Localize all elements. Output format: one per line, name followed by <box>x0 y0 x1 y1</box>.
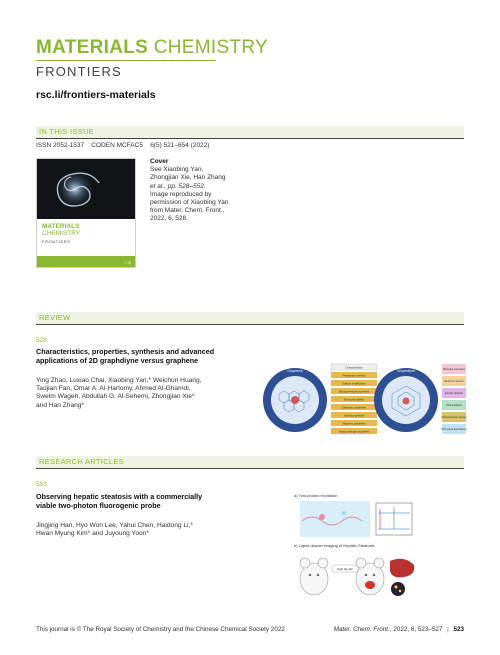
svg-text:Characteristics: Characteristics <box>345 366 363 370</box>
cover-image[interactable] <box>36 158 136 268</box>
journal-abbrev: Mater. Chem. Front., <box>333 626 392 633</box>
svg-text:Structural stability: Structural stability <box>343 398 365 402</box>
issn-text: ISSN 2052-1537 <box>36 142 85 149</box>
citation-text <box>334 626 464 633</box>
page-number: 523 <box>453 626 464 633</box>
cover-line: Image reproduced by <box>150 190 212 198</box>
research-title[interactable]: Observing hepatic steatosis with a commercially viable two-photon fluorogenic probe <box>36 492 203 510</box>
cover-line: et al., pp. 528–552. <box>150 182 206 190</box>
citation-year-volume: 2022, 6, 523–527 <box>393 626 443 633</box>
cover-line: See Xiaobing Yan, <box>150 166 204 174</box>
svg-text:High fat diet: High fat diet <box>336 567 354 571</box>
section-label: REVIEW <box>39 313 71 322</box>
svg-text:Electronic properties: Electronic properties <box>342 406 366 410</box>
band-divider <box>36 138 464 139</box>
masthead-light-word: CHEMISTRY <box>153 37 268 58</box>
svg-text:Optical properties: Optical properties <box>343 414 365 418</box>
band-divider <box>36 468 464 469</box>
issue-identifiers <box>36 142 209 149</box>
journal-masthead <box>36 38 268 79</box>
coden-text: CODEN MCFAC5 <box>91 142 143 149</box>
cover-line: permission of Xiaobing Yan <box>150 199 229 207</box>
review-authors: Ying Zhao, Luxiao Chai, Xiaobing Yan,* Weichun Huang, Taojian Fan, Omar A. Al-Hartomy, Ahmed Al-Ghamdi, Swelm Wageh, Abdullah G. Al-Sehemi, Zhongjian Xie* and Han Zhang* <box>36 377 202 409</box>
review-graphical-abstract[interactable] <box>262 358 467 442</box>
svg-text:Electronic devices: Electronic devices <box>444 380 464 383</box>
cover-line: Zhongjian Xie, Han Zhang <box>150 174 226 182</box>
svg-text:Preparation method: Preparation method <box>342 374 366 378</box>
masthead-rule <box>36 60 216 61</box>
research-page-number: 553 <box>36 481 47 488</box>
svg-text:Electrochemical properties: Electrochemical properties <box>338 390 370 394</box>
masthead-bold-word: MATERIALS <box>36 37 149 58</box>
cover-heading: Cover <box>150 158 169 165</box>
svg-text:Surface modification: Surface modification <box>342 382 366 386</box>
svg-text:a) Two-photon excitation: a) Two-photon excitation <box>294 493 338 498</box>
cover-photo <box>37 159 135 219</box>
cover-green-bar <box>37 256 135 267</box>
svg-text:Magnetic properties: Magnetic properties <box>342 422 366 426</box>
section-label: IN THIS ISSUE <box>39 127 95 136</box>
copyright-text: This journal is © The Royal Society of Chemistry and the Chinese Chemical Society 2022 <box>36 626 285 633</box>
journal-url-link[interactable]: rsc.li/frontiers-materials <box>36 89 156 101</box>
cover-title: MATERIALS CHEMISTRY <box>42 223 81 237</box>
cover-line: from Mater. Chem. Front., <box>150 207 225 215</box>
svg-text:Electric catalysis: Electric catalysis <box>445 392 463 395</box>
footer-separator: | <box>447 626 449 633</box>
research-authors: Jingjing Han, Hyo Won Lee, Yahui Chen, Haidong Li,* Hwan Myung Kim* and Juyoung Yoon* <box>36 522 193 538</box>
svg-text:Graphene: Graphene <box>287 369 303 373</box>
svg-text:Energy storage properties: Energy storage properties <box>339 430 369 434</box>
review-page-number: 528 <box>36 337 47 344</box>
band-divider <box>36 324 464 325</box>
svg-text:Graphdiyne: Graphdiyne <box>396 369 416 373</box>
volume-text: 6(5) 521–654 (2022) <box>150 142 210 149</box>
svg-text:Molecular adsorption: Molecular adsorption <box>442 368 466 371</box>
masthead-subtitle: FRONTIERS <box>36 64 122 79</box>
svg-text:Photoelectronic devices: Photoelectronic devices <box>441 416 467 419</box>
spiral-galaxy-icon <box>37 159 136 219</box>
section-band-review <box>36 312 464 324</box>
section-band-in-this-issue <box>36 126 464 138</box>
svg-text:b) Liquid droplet imaging of H: b) Liquid droplet imaging of Hepatic Steatosis <box>294 543 375 548</box>
research-graphical-abstract[interactable] <box>292 491 420 607</box>
cover-subtitle: FRONTIERS <box>42 239 71 244</box>
cover-line: 2022, 6, 528. <box>150 215 188 223</box>
section-band-research-articles <box>36 456 464 468</box>
cover-caption <box>150 158 260 224</box>
svg-text:Photocatalysis: Photocatalysis <box>446 404 462 407</box>
section-label: RESEARCH ARTICLES <box>39 457 124 466</box>
publisher-logo-icon: ◐ ◎ <box>123 260 131 265</box>
masthead-title <box>36 38 268 58</box>
review-title[interactable]: Characteristics, properties, synthesis and advanced applications of 2D graphdiyne versus graphene <box>36 347 215 365</box>
svg-text:Biomedical applications: Biomedical applications <box>441 428 467 431</box>
